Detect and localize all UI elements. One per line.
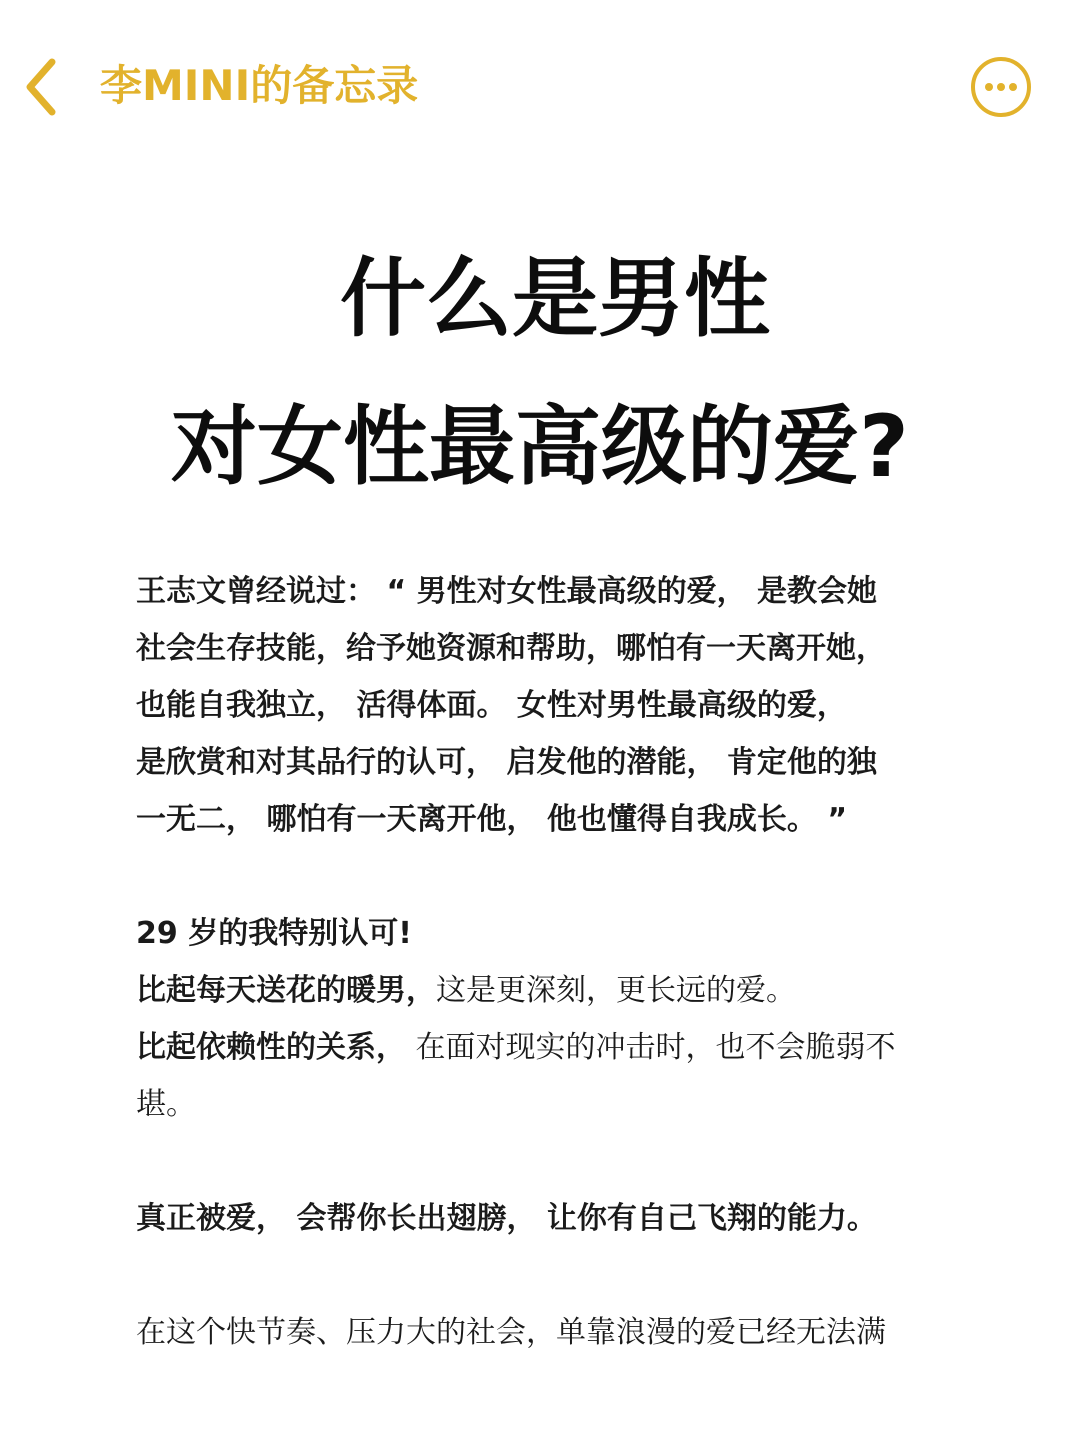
more-dots-icon [970, 56, 1032, 118]
text-normal-span: 这是更深刻，更长远的爱。 [436, 973, 796, 1008]
paragraph-gap [136, 1133, 986, 1190]
paragraph-gap [136, 848, 986, 905]
text-line: 王志文曾经说过： “ 男性对女性最高级的爱， 是教会她 [136, 574, 878, 609]
headline-line-2: 对女性最高级的爱? [171, 397, 909, 497]
text-line: 一无二， 哪怕有一天离开他， 他也懂得自我成长。 ” [136, 802, 848, 837]
text-line: 社会生存技能，给予她资源和帮助，哪怕有一天离开她， [136, 631, 886, 666]
note-headline [0, 225, 1080, 521]
back-button[interactable] [18, 56, 66, 116]
text-bold-span: 比起依赖性的关系， [136, 1030, 406, 1065]
text-line: 29 岁的我特别认可! [136, 916, 412, 951]
headline-line-1: 什么是男性 [340, 249, 770, 349]
text-line: 在这个快节奏、压力大的社会，单靠浪漫的爱已经无法满 [136, 1315, 886, 1350]
note-body [136, 563, 986, 1361]
text-bold-span: 比起每天送花的暖男， [136, 973, 436, 1008]
quote-paragraph [136, 563, 986, 848]
love-paragraph [136, 1190, 986, 1247]
text-normal-span: 在面对现实的冲击时，也不会脆弱不 [406, 1030, 896, 1065]
text-line: 堪。 [136, 1087, 196, 1122]
text-line: 也能自我独立， 活得体面。 女性对男性最高级的爱， [136, 688, 847, 723]
chevron-left-icon [18, 56, 66, 116]
opinion-paragraph [136, 905, 986, 1133]
text-line [136, 1019, 986, 1076]
more-options-button[interactable] [970, 56, 1032, 118]
society-paragraph [136, 1304, 986, 1361]
paragraph-gap [136, 1247, 986, 1304]
top-bar [0, 0, 1080, 175]
text-line: 是欣赏和对其品行的认可， 启发他的潜能， 肯定他的独 [136, 745, 877, 780]
text-line [136, 962, 986, 1019]
app-title: 李MINI的备忘录 [100, 61, 419, 110]
text-line: 真正被爱， 会帮你长出翅膀， 让你有自己飞翔的能力。 [136, 1201, 877, 1236]
